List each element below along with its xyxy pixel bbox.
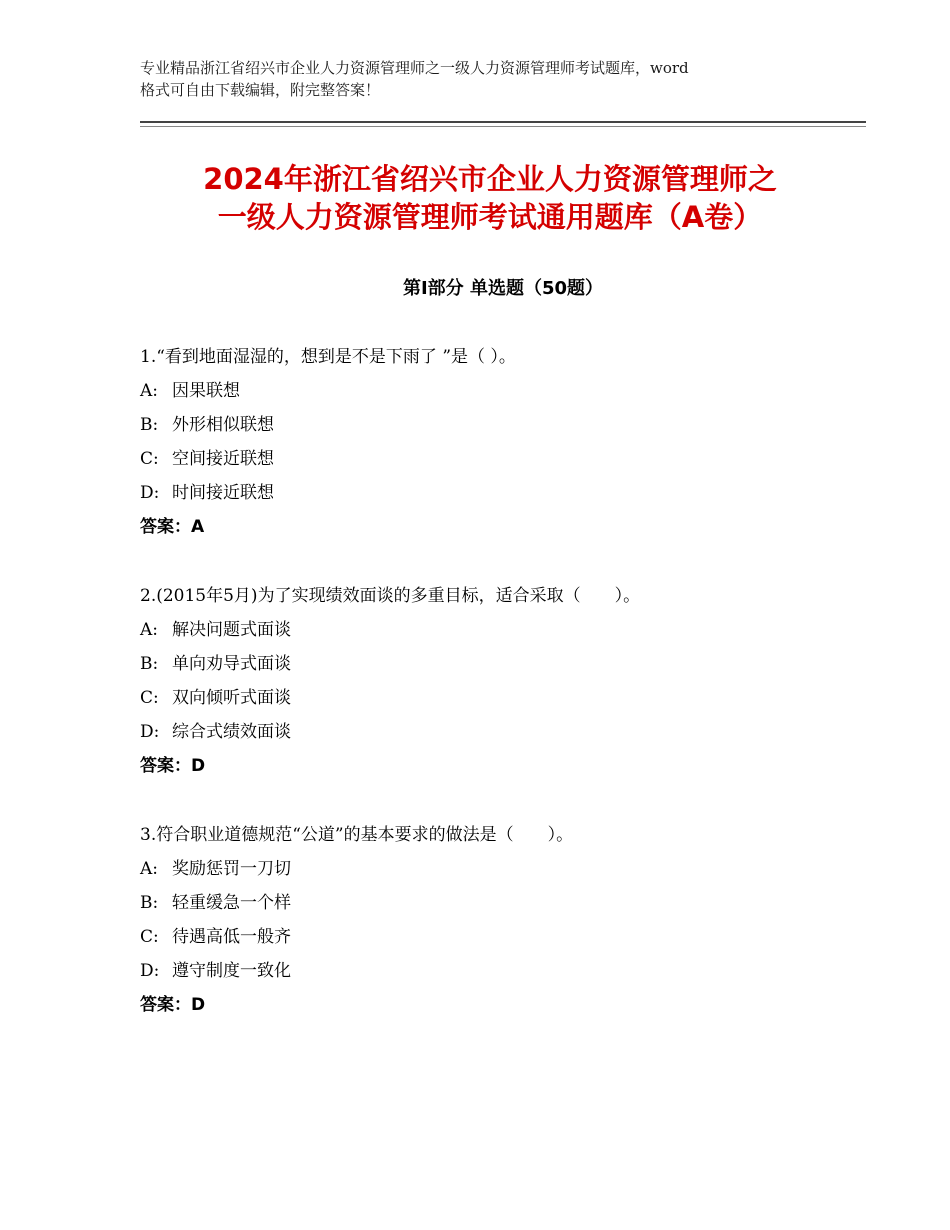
question-stem: 2.(2015年5月)为了实现绩效面谈的多重目标，适合采取（ ）。 bbox=[140, 586, 641, 606]
option-text: 解决问题式面谈 bbox=[172, 620, 291, 640]
option-c bbox=[140, 442, 860, 476]
option-letter: B: bbox=[140, 654, 159, 674]
option-letter: B: bbox=[140, 893, 159, 913]
option-letter: B: bbox=[140, 415, 159, 435]
question-2 bbox=[140, 579, 860, 783]
option-letter: D: bbox=[140, 483, 160, 503]
header-line-2: 格式可自由下载编辑，附完整答案！ bbox=[140, 81, 381, 99]
option-text: 遵守制度一致化 bbox=[172, 961, 291, 981]
option-letter: C: bbox=[140, 927, 159, 947]
option-letter: A: bbox=[140, 620, 159, 640]
option-b bbox=[140, 886, 860, 920]
option-a bbox=[140, 613, 860, 647]
question-1 bbox=[140, 340, 860, 544]
option-d bbox=[140, 715, 860, 749]
option-text: 因果联想 bbox=[172, 381, 240, 401]
option-letter: D: bbox=[140, 961, 160, 981]
title-line-1: 2024年浙江省绍兴市企业人力资源管理师之 bbox=[203, 162, 777, 196]
answer: 答案：D bbox=[140, 995, 206, 1015]
option-text: 综合式绩效面谈 bbox=[172, 722, 291, 742]
option-c bbox=[140, 920, 860, 954]
option-text: 轻重缓急一个样 bbox=[172, 893, 291, 913]
option-text: 时间接近联想 bbox=[172, 483, 274, 503]
option-b bbox=[140, 647, 860, 681]
option-text: 奖励惩罚一刀切 bbox=[172, 859, 291, 879]
page-header bbox=[140, 57, 840, 101]
option-text: 空间接近联想 bbox=[172, 449, 274, 469]
option-letter: A: bbox=[140, 859, 159, 879]
option-letter: C: bbox=[140, 449, 159, 469]
option-d bbox=[140, 476, 860, 510]
question-stem: 1.“看到地面湿湿的，想到是不是下雨了 ”是（ ）。 bbox=[140, 347, 516, 367]
option-b bbox=[140, 408, 860, 442]
option-text: 单向劝导式面谈 bbox=[172, 654, 291, 674]
header-rule-thick bbox=[140, 121, 866, 123]
option-letter: C: bbox=[140, 688, 159, 708]
question-stem: 3.符合职业道德规范“公道”的基本要求的做法是（ ）。 bbox=[140, 825, 574, 845]
option-a bbox=[140, 374, 860, 408]
title-line-2: 一级人力资源管理师考试通用题库（A卷） bbox=[217, 200, 763, 234]
question-3 bbox=[140, 818, 860, 1022]
option-text: 待遇高低一般齐 bbox=[172, 927, 291, 947]
section-title: 第Ⅰ部分 单选题（50题） bbox=[402, 278, 603, 299]
header-line-1: 专业精品浙江省绍兴市企业人力资源管理师之一级人力资源管理师考试题库，word bbox=[140, 59, 689, 77]
option-letter: A: bbox=[140, 381, 159, 401]
answer: 答案：D bbox=[140, 756, 206, 776]
option-c bbox=[140, 681, 860, 715]
header-rule-thin bbox=[140, 126, 866, 127]
option-d bbox=[140, 954, 860, 988]
answer: 答案：A bbox=[140, 517, 205, 537]
option-letter: D: bbox=[140, 722, 160, 742]
document-title bbox=[140, 160, 840, 236]
option-a bbox=[140, 852, 860, 886]
option-text: 双向倾听式面谈 bbox=[172, 688, 291, 708]
option-text: 外形相似联想 bbox=[172, 415, 274, 435]
